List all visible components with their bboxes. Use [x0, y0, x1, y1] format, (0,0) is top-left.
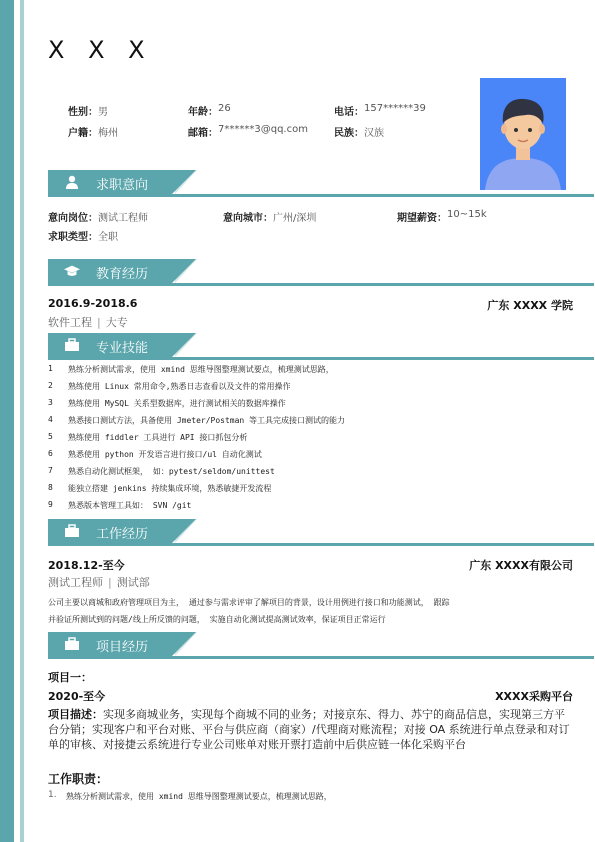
position-value: 测试工程师 [98, 213, 148, 224]
list-item: 9 熟悉版本管理工具如： SVN /git [48, 500, 192, 510]
section-title-intent: 求职意向 [96, 178, 149, 193]
project-duty-label: 工作职责： [48, 772, 109, 786]
section-header-education [48, 259, 594, 289]
city-label: 意向城市： [223, 213, 273, 224]
project-name: XXXX采购平台 [495, 690, 573, 703]
section-header-intent [48, 170, 594, 200]
briefcase-icon [64, 524, 80, 538]
section-title-project: 项目经历 [96, 640, 149, 655]
briefcase-icon [64, 637, 80, 651]
section-title-education: 教育经历 [96, 267, 149, 282]
list-item: 8 能独立搭建 jenkins 持续集成环境，熟悉敏捷开发流程 [48, 483, 272, 493]
briefcase-icon [64, 338, 80, 352]
graduation-cap-icon [64, 264, 80, 278]
age-value: 26 [218, 103, 231, 114]
city-value: 广州/深圳 [273, 213, 317, 224]
skill-list [48, 364, 568, 517]
section-header-project [48, 632, 594, 662]
salary-label: 期望薪资： [397, 213, 447, 224]
salary-value: 10~15k [447, 209, 487, 220]
person-icon [64, 175, 80, 189]
education-school: 广东 XXXX 学院 [487, 299, 573, 312]
list-item: 6 熟悉使用 python 开发语言进行接口/ul 自动化测试 [48, 449, 262, 459]
work-dept: 测试部 [116, 576, 150, 589]
work-detail: 测试工程师 | 测试部 [48, 576, 150, 589]
section-title-work: 工作经历 [96, 527, 149, 542]
hukou-label: 户籍： [68, 128, 98, 139]
work-period: 2018.12-至今 [48, 559, 125, 572]
education-degree: 大专 [105, 316, 128, 329]
list-item: 7 熟悉自动化测试框架， 如：pytest/seldom/unittest [48, 466, 275, 476]
position-label: 意向岗位： [48, 213, 98, 224]
email-label: 邮箱： [188, 128, 218, 139]
work-description-line-2: 并验证所测试到的问题/线上所反馈的问题， 实施自动化测试提高测试效率，保证项目正常运行 [48, 615, 386, 624]
list-item: 5 熟练使用 fiddler 工具进行 API 接口抓包分析 [48, 432, 248, 442]
work-company: 广东 XXXX有限公司 [469, 559, 573, 572]
ethnicity-value: 汉族 [364, 128, 384, 139]
section-header-skills [48, 333, 594, 363]
list-item: 1 熟练分析测试需求，使用 xmind 思维导图整理测试要点，梳理测试思路， [48, 364, 334, 374]
section-title-skills: 专业技能 [96, 341, 149, 356]
project-duty-text: 熟练分析测试需求，使用 xmind 思维导图整理测试要点，梳理测试思路， [66, 792, 332, 801]
list-item: 3 熟练使用 MySQL 关系型数据库，进行测试相关的数据库操作 [48, 398, 286, 408]
project-period: 2020-至今 [48, 690, 106, 703]
job-type-value: 全职 [98, 232, 118, 243]
ethnicity-label: 民族： [334, 128, 364, 139]
section-header-work [48, 519, 594, 549]
project-desc-label: 项目描述： [48, 708, 103, 721]
list-item: 2 熟练使用 Linux 常用命令,熟悉日志查看以及文件的常用操作 [48, 381, 291, 391]
gender-value: 男 [98, 107, 108, 118]
candidate-name: X X X [48, 36, 153, 64]
project-description [48, 707, 570, 752]
education-detail: 软件工程 | 大专 [48, 316, 128, 329]
project-duty-num: 1. [48, 790, 57, 800]
work-title: 测试工程师 [48, 576, 103, 589]
side-accent-bar [0, 0, 14, 842]
education-period: 2016.9-2018.6 [48, 297, 138, 310]
phone-label: 电话： [334, 107, 364, 118]
project-desc-text: 实现多商城业务，实现每个商城不同的业务；对接京东、得力、苏宁的商品信息，实现第三方平台分销；实现客户和平台对账、平台与供应商（商家）/代理商对账流程；对接 OA 系统进行单点登录和对订单的审核、对接捷云系统进行专业公司账单对账开票打造前中后供应链一体化采购平台 [48, 708, 570, 751]
project-label: 项目一： [48, 671, 92, 684]
phone-value: 157******39 [364, 103, 426, 114]
hukou-value: 梅州 [98, 128, 118, 139]
email-value: 7******3@qq.com [218, 124, 308, 135]
work-description-line-1: 公司主要以商城和政府管理项目为主， 通过参与需求评审了解项目的背景，设计用例进行接口和功能测试， 跟踪 [48, 598, 450, 607]
side-accent-stripe [20, 0, 24, 842]
job-type-label: 求职类型： [48, 232, 98, 243]
education-major: 软件工程 [48, 316, 92, 329]
list-item: 4 熟悉接口测试方法，具备使用 Jmeter/Postman 等工具完成接口测试的能力 [48, 415, 346, 425]
gender-label: 性别： [68, 107, 98, 118]
age-label: 年龄： [188, 107, 218, 118]
